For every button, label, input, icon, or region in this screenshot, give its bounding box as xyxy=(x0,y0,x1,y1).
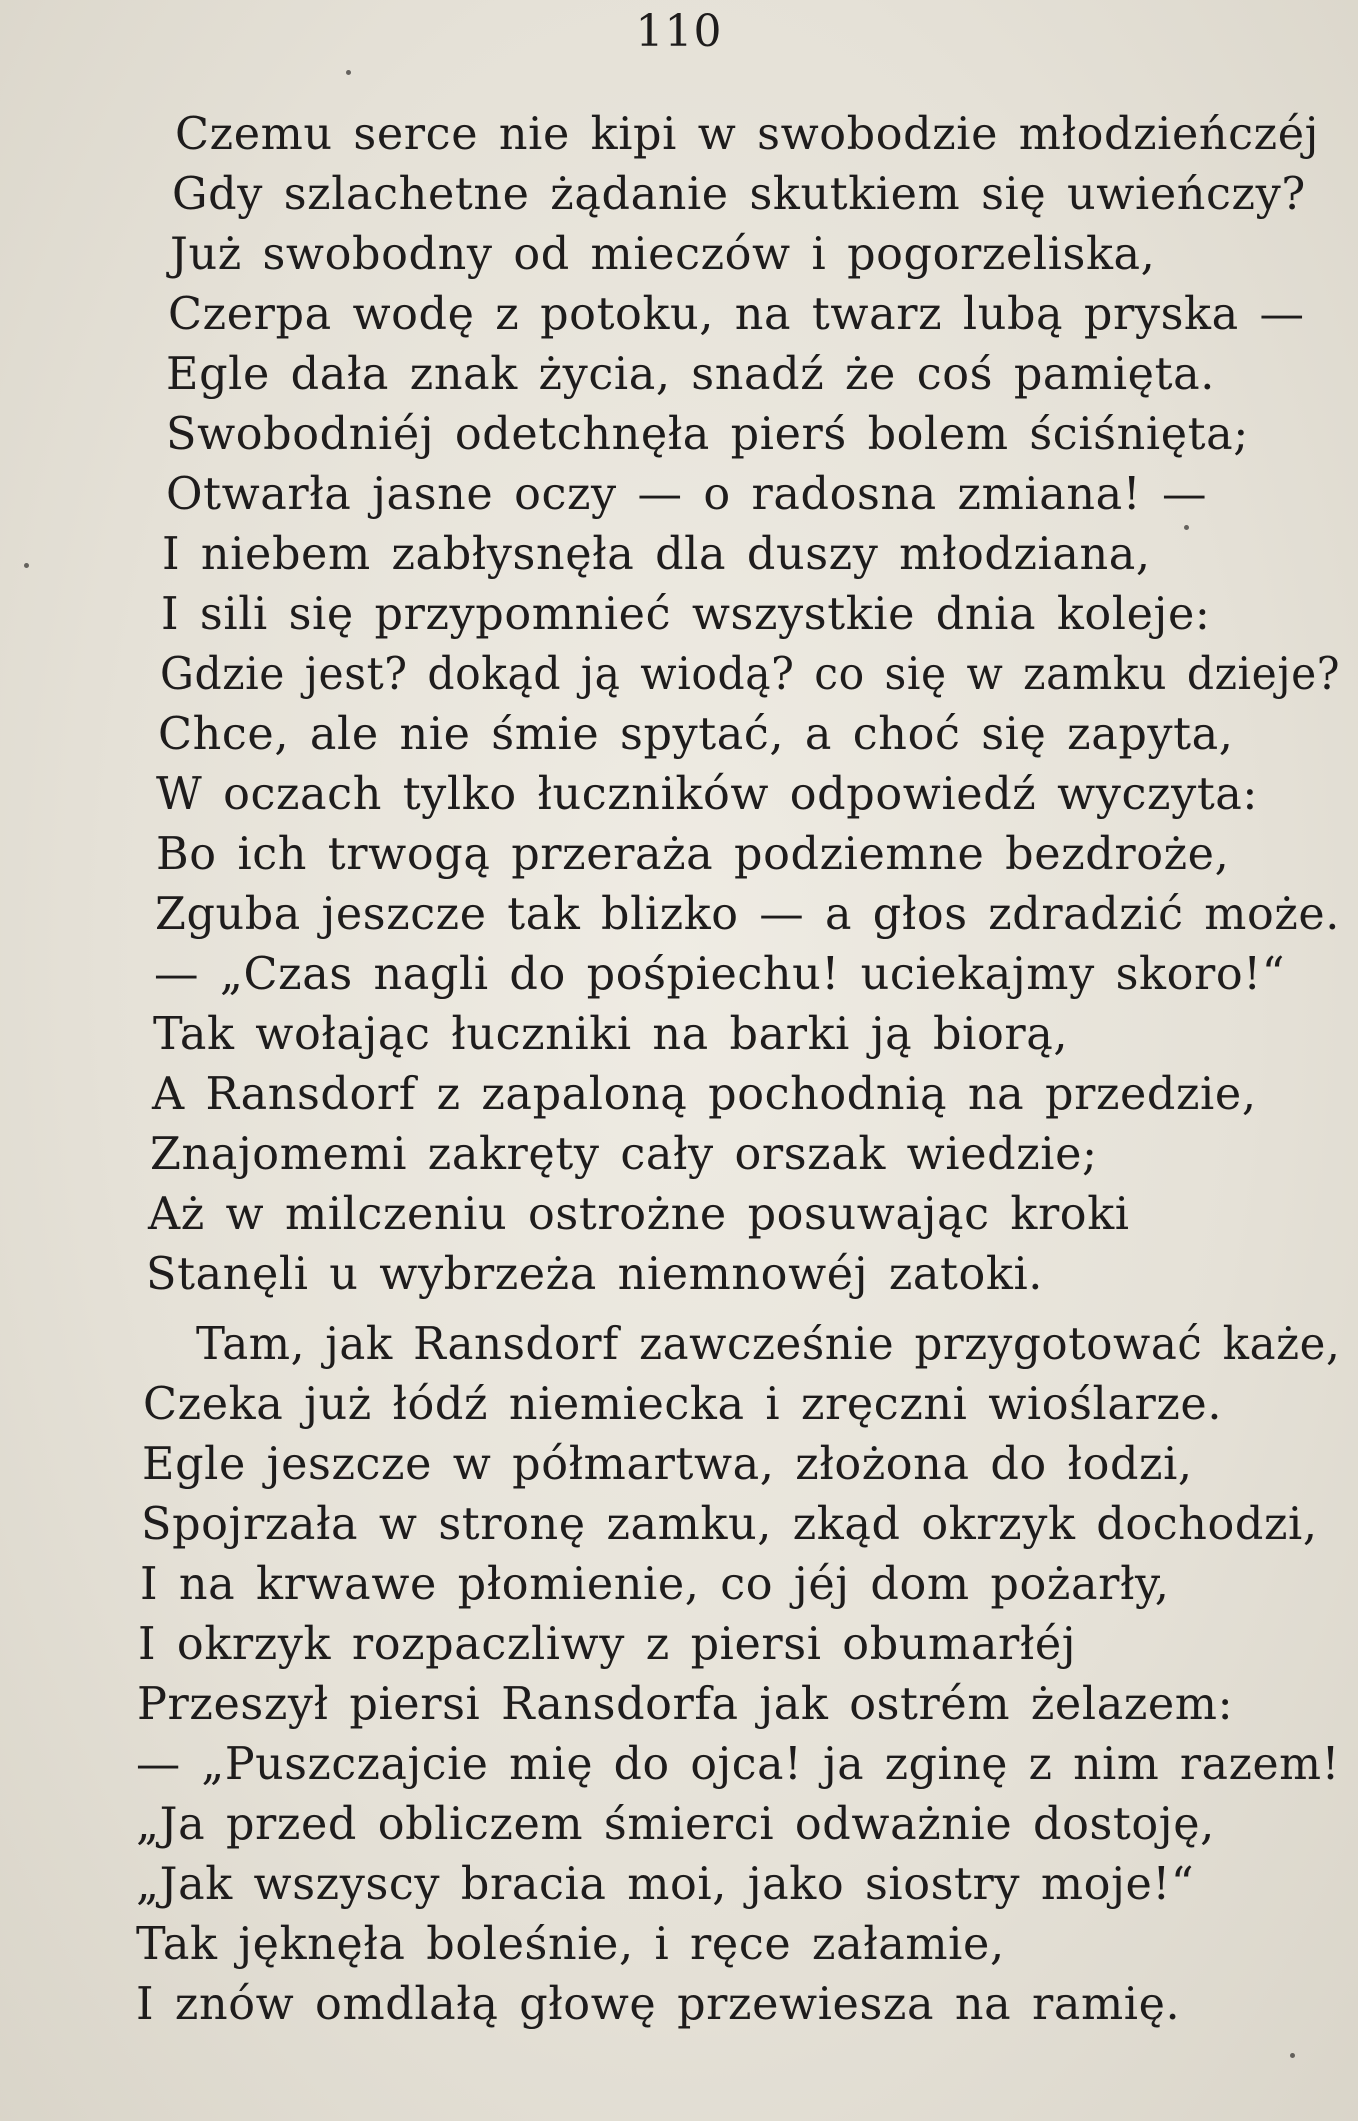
verse-line: I znów omdlałą głowę przewiesza na ramię. xyxy=(136,1979,1181,2030)
ink-speck xyxy=(24,563,29,568)
verse-line: Znajomemi zakręty cały orszak wiedzie; xyxy=(150,1129,1098,1180)
verse-line: Gdzie jest? dokąd ją wiodą? co się w zamku dzieje? xyxy=(160,649,1341,700)
verse-line: I sili się przypomnieć wszystkie dnia koleje: xyxy=(161,589,1211,640)
verse-line: „Ja przed obliczem śmierci odważnie dostoję, xyxy=(136,1799,1215,1850)
verse-line: Otwarła jasne oczy — o radosna zmiana! — xyxy=(166,469,1208,520)
verse-line: „Jak wszyscy bracia moi, jako siostry moje!“ xyxy=(136,1859,1195,1910)
verse-line: — „Czas nagli do pośpiechu! uciekajmy skoro!“ xyxy=(154,949,1286,1000)
verse-line: Gdy szlachetne żądanie skutkiem się uwieńczy? xyxy=(172,169,1306,220)
verse-line: Czerpa wodę z potoku, na twarz lubą pryska — xyxy=(168,289,1305,340)
verse-line: A Ransdorf z zapaloną pochodnią na przedzie, xyxy=(152,1069,1257,1120)
ink-speck xyxy=(1184,525,1189,530)
verse-line: Chce, ale nie śmie spytać, a choć się zapyta, xyxy=(158,709,1234,760)
verse-line: Bo ich trwogą przeraża podziemne bezdroże, xyxy=(156,829,1230,880)
verse-line: I niebem zabłysnęła dla duszy młodziana, xyxy=(162,529,1151,580)
verse-line: Tak wołając łuczniki na barki ją biorą, xyxy=(153,1009,1069,1060)
verse-line: Egle dała znak życia, snadź że coś pamięta. xyxy=(166,349,1215,400)
verse-line: Tak jęknęła boleśnie, i ręce załamie, xyxy=(136,1919,1005,1970)
verse-line: Zguba jeszcze tak blizko — a głos zdradzić może. xyxy=(155,889,1340,940)
verse-line: Egle jeszcze w półmartwa, złożona do łodzi, xyxy=(142,1439,1193,1490)
ink-speck xyxy=(1290,2053,1295,2058)
verse-line: Swobodniéj odetchnęła pierś bolem ściśnięta; xyxy=(166,409,1249,460)
verse-line: I okrzyk rozpaczliwy z piersi obumarłéj xyxy=(138,1619,1077,1670)
verse-line: Już swobodny od mieczów i pogorzeliska, xyxy=(170,229,1156,280)
verse-line: Aż w milczeniu ostrożne posuwając kroki xyxy=(148,1189,1130,1240)
verse-line: W oczach tylko łuczników odpowiedź wyczyta: xyxy=(156,769,1259,820)
verse-line: Tam, jak Ransdorf zawcześnie przygotować każe, xyxy=(196,1319,1341,1370)
verse-line: Czemu serce nie kipi w swobodzie młodzieńczéj xyxy=(175,109,1320,160)
verse-line: Przeszył piersi Ransdorfa jak ostrém żelazem: xyxy=(137,1679,1234,1730)
verse-line: — „Puszczajcie mię do ojca! ja zginę z nim razem! xyxy=(136,1739,1341,1790)
ink-speck xyxy=(346,70,351,75)
verse-line: Stanęli u wybrzeża niemnowéj zatoki. xyxy=(146,1249,1044,1300)
verse-line: I na krwawe płomienie, co jéj dom pożarły, xyxy=(140,1559,1170,1610)
verse-line: Czeka już łódź niemiecka i zręczni wioślarze. xyxy=(143,1379,1223,1430)
verse-line: Spojrzała w stronę zamku, zkąd okrzyk dochodzi, xyxy=(141,1499,1318,1550)
page-number: 110 xyxy=(635,6,723,57)
